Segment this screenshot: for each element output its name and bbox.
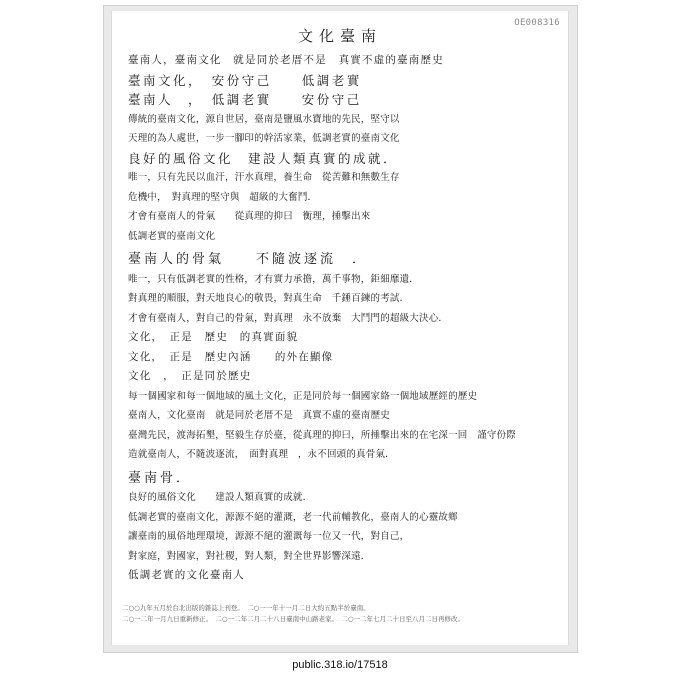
handwritten-line: 讓臺南的風俗地理環境，源源不絕的灌溉每一位又一代，對自己，	[128, 531, 410, 542]
handwritten-line: 低調老實的臺南文化	[128, 230, 216, 242]
handwritten-line: 唯一，只有低調老實的性格，才有實力承擔，萬千事物，鉅細靡遺．	[128, 273, 420, 285]
handwritten-line: 臺南人的骨氣 不隨波逐流 ．	[128, 252, 369, 267]
handwritten-line: 文化 ， 正是同於歷史	[128, 370, 252, 382]
handwritten-line: 每一個國家和每一個地域的風土文化，正是同於每一個國家絡一個地域歷經的歷史	[128, 390, 478, 402]
handwritten-line: 對真理的順服，對天地良心的敬畏，對真生命 千錘百鍊的考試．	[128, 293, 410, 304]
handwritten-line: 對家庭，對國家，對社稷，對人類，對全世界影響深遠．	[128, 550, 371, 562]
source-link[interactable]: public.318.io/17518	[292, 659, 388, 671]
handwritten-line: 良好的風俗文化 建設人類真實的成就．	[128, 150, 399, 166]
document-title: 文化臺南	[297, 27, 382, 45]
handwritten-line: 唯一，只有先民以血汗，汗水真理，養生命 從苦難和無數生存	[128, 172, 400, 183]
handwritten-line: 低調老實的臺南文化，源源不絕的灌溉，老一代前輔教化，臺南人的心靈故鄉	[128, 511, 458, 523]
handwritten-line: 臺灣先民，渡海拓墾，堅毅生存於臺，從真理的抑曰，所捶擊出來的在宅深一回 謹守份際	[128, 429, 517, 441]
footnote-line: 二○○九年五月於台北出版的雜誌上刊登。 二○一一年十一月二日大約五點半於臺南。	[122, 604, 370, 612]
handwritten-line: 臺南人 ， 低調老實 安份守己	[128, 92, 362, 107]
handwritten-body	[128, 51, 558, 586]
footnotes	[122, 603, 558, 625]
handwritten-line: 文化， 正是 歷史 的真實面貌	[128, 331, 299, 343]
handwritten-line: 低調老實的文化臺南人	[128, 569, 245, 581]
handwritten-line: 臺南骨．	[128, 470, 193, 486]
handwritten-sheet	[111, 11, 569, 645]
scanned-page	[103, 5, 578, 653]
handwritten-line: 天理的為人處世，一步一腳印的幹活家業，低調老實的臺南文化	[128, 133, 400, 144]
handwritten-line: 才會有臺南人的骨氣 從真理的抑曰 衡理，捶擊出來	[128, 211, 371, 222]
handwritten-line: 危機中， 對真理的堅守與 超級的大奮鬥．	[128, 191, 318, 203]
footnote-line: 二○一二年一月九日重新修正。 二○一二年二月二十八日臺南中山路老家。 二○一二年七月二十日至八月二日再修改。	[122, 615, 465, 623]
handwritten-line: 造就臺南人，不隨波逐流， 面對真理 ，永不回頭的真骨氣．	[128, 449, 395, 460]
handwritten-line: 良好的風俗文化 建設人類真實的成就．	[128, 492, 313, 503]
handwritten-line: 文化， 正是 歷史內涵 的外在顯像	[128, 350, 334, 363]
handwritten-line: 才會有臺南人，對自己的骨氣，對真理 永不放棄 大鬥門的超級大決心．	[128, 312, 449, 324]
handwritten-line: 臺南人，臺南文化 就是同於老厝不是 真實不虛的臺南歷史	[128, 54, 444, 66]
handwritten-line: 臺南文化， 安份守己 低調老實	[128, 72, 362, 88]
handwritten-line: 傳統的臺南文化，源自世居，臺南是鹽風水寶地的先民，堅守以	[128, 113, 400, 125]
handwritten-line: 臺南人，文化臺南 就是同於老厝不是 真實不虛的臺南歷史	[128, 410, 390, 421]
catalog-id-stamp: OE008316	[514, 18, 560, 28]
